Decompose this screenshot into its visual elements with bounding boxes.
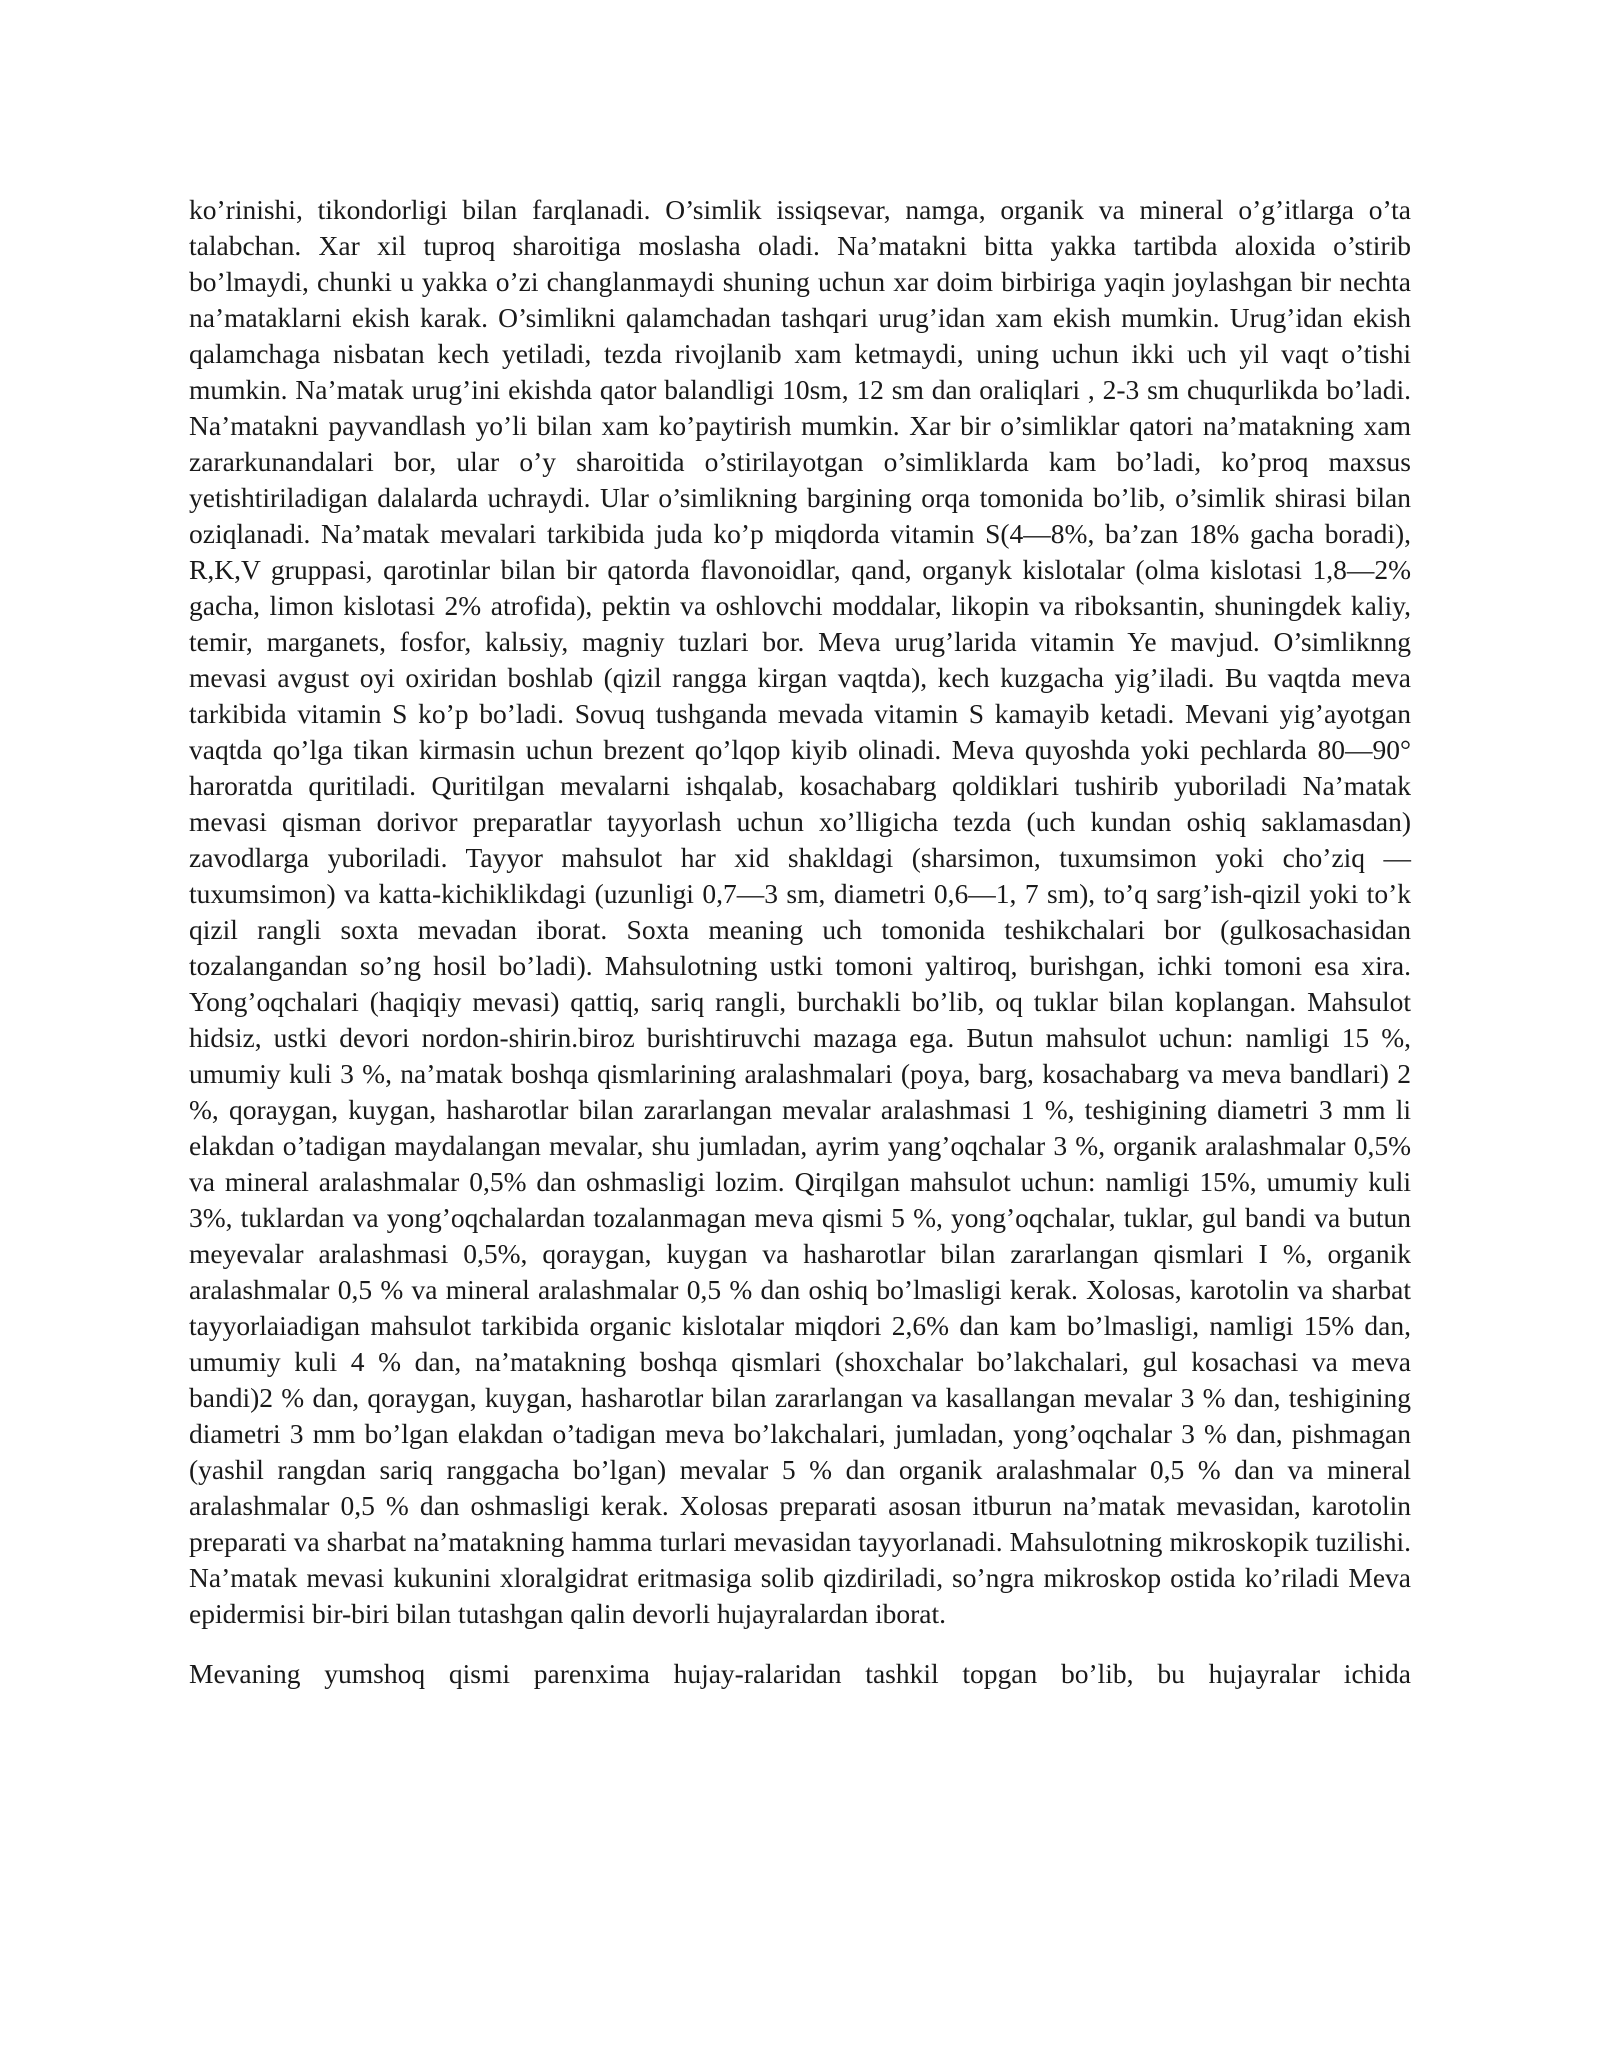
body-paragraph-1: ko’rinishi, tikondorligi bilan farqlanadi. O’simlik issiqsevar, namga, organik va mineral o’g’itlarga o’ta talabchan. Xar xil tuproq sharoitiga moslasha oladi. Na’matakni bitta yakka tartibda aloxida o’stirib bo’lmaydi, chunki u yakka o’zi changlanmaydi shuning uchun xar doim birbiriga yaqin joylashgan bir nechta na’mataklarni ekish karak. O’simlikni qalamchadan tashqari urug’idan xam ekish mumkin. Urug’idan ekish qalamchaga nisbatan kech yetiladi, tezda rivojlanib xam ketmaydi, uning uchun ikki uch yil vaqt o’tishi mumkin. Na’matak urug’ini ekishda qator balandligi 10sm, 12 sm dan oraliqlari , 2-3 sm chuqurlikda bo’ladi. Na’matakni payvandlash yo’li bilan xam ko’paytirish mumkin. Xar bir o’simliklar qatori na’matakning xam zararkunandalari bor, ular o’y sharoitida o’stirilayotgan o’simliklarda kam bo’ladi, ko’proq maxsus yetishtiriladigan dalalarda uchraydi. Ular o’simlikning bargining orqa tomonida bo’lib, o’simlik shirasi bilan oziqlanadi. Na’matak mevalari tarkibida juda ko’p miqdorda vitamin S(4—8%, ba’zan 18% gacha boradi), R,K,V gruppasi, qarotinlar bilan bir qatorda flavonoidlar, qand, organyk kislotalar (olma kislotasi 1,8—2% gacha, limon kislotasi 2% atrofida), pektin va oshlovchi moddalar, likopin va riboksantin, shuningdek kaliy, temir, marganets, fosfor, kalьsiy, magniy tuzlari bor. Meva urug’larida vitamin Ye mavjud. O’simliknng mevasi avgust oyi oxiridan boshlab (qizil rangga kirgan vaqtda), kech kuzgacha yig’iladi. Bu vaqtda meva tarkibida vitamin S ko’p bo’ladi. Sovuq tushganda mevada vitamin S kamayib ketadi. Mevani yig’ayotgan vaqtda qo’lga tikan kirmasin uchun brezent qo’lqop kiyib olinadi. Meva quyoshda yoki pechlarda 80—90° haroratda quritiladi. Quritilgan mevalarni ishqalab, kosachabarg qoldiklari tushirib yuboriladi Na’matak mevasi qisman dorivor preparatlar tayyorlash uchun xo’lligicha tezda (uch kundan oshiq saklamasdan) zavodlarga yuboriladi. Tayyor mahsulot har xid shakldagi (sharsimon, tuxumsimon yoki cho’ziq — tuxumsimon) va katta-kichiklikdagi (uzunligi 0,7—3 sm, diametri 0,6—1, 7 sm), to’q sarg’ish-qizil yoki to’k qizil rangli soxta mevadan iborat. Soxta meaning uch tomonida teshikchalari bor (gulkosachasidan tozalangandan so’ng hosil bo’ladi). Mahsulotning ustki tomoni yaltiroq, burishgan, ichki tomoni esa xira. Yong’oqchalari (haqiqiy mevasi) qattiq, sariq rangli, burchakli bo’lib, oq tuklar bilan koplangan. Mahsulot hidsiz, ustki devori nordon-shirin.biroz burishtiruvchi mazaga ega. Butun mahsulot uchun: namligi 15 %, umumiy kuli 3 %, na’matak boshqa qismlarining aralashmalari (poya, barg, kosachabarg va meva bandlari) 2 %, qoraygan, kuygan, hasharotlar bilan zararlangan mevalar aralashmasi 1 %, teshigining diametri 3 mm li elakdan o’tadigan maydalangan mevalar, shu jumladan, ayrim yang’oqchalar 3 %, organik aralashmalar 0,5% va mineral aralashmalar 0,5% dan oshmasligi lozim. Qirqilgan mahsulot uchun: namligi 15%, umumiy kuli 3%, tuklardan va yong’oqchalardan tozalanmagan meva qismi 5 %, yong’oqchalar, tuklar, gul bandi va butun meyevalar aralashmasi 0,5%, qoraygan, kuygan va hasharotlar bilan zararlangan qismlari I %, organik aralashmalar 0,5 % va mineral aralashmalar 0,5 % dan oshiq bo’lmasligi kerak. Xolosas, karotolin va sharbat tayyorlaiadigan mahsulot tarkibida organic kislotalar miqdori 2,6% dan kam bo’lmasligi, namligi 15% dan, umumiy kuli 4 % dan, na’matakning boshqa qismlari (shoxchalar bo’lakchalari, gul kosachasi va meva bandi)2 % dan, qoraygan, kuygan, hasharotlar bilan zararlangan va kasallangan mevalar 3 % dan, teshigining diametri 3 mm bo’lgan elakdan o’tadigan meva bo’lakchalari, jumladan, yong’oqchalar 3 % dan, pishmagan (yashil rangdan sariq ranggacha bo’lgan) mevalar 5 % dan organik aralashmalar 0,5 % dan va mineral aralashmalar 0,5 % dan oshmasligi kerak. Xolosas preparati asosan itburun na’matak mevasidan, karotolin preparati va sharbat na’matakning hamma turlari mevasidan tayyorlanadi. Mahsulotning mikroskopik tuzilishi. Na’matak mevasi kukunini xloralgidrat eritmasiga solib qizdiriladi, so’ngra mikroskop ostida ko’riladi Meva epidermisi bir-biri bilan tutashgan qalin devorli hujayralardan iborat. bbox=[189, 194, 1411, 1629]
body-paragraph-2: Mevaning yumshoq qismi parenxima hujay-ralaridan tashkil topgan bo’lib, bu hujayralar ichida bbox=[189, 1658, 1411, 1689]
document-page bbox=[189, 192, 1411, 1692]
